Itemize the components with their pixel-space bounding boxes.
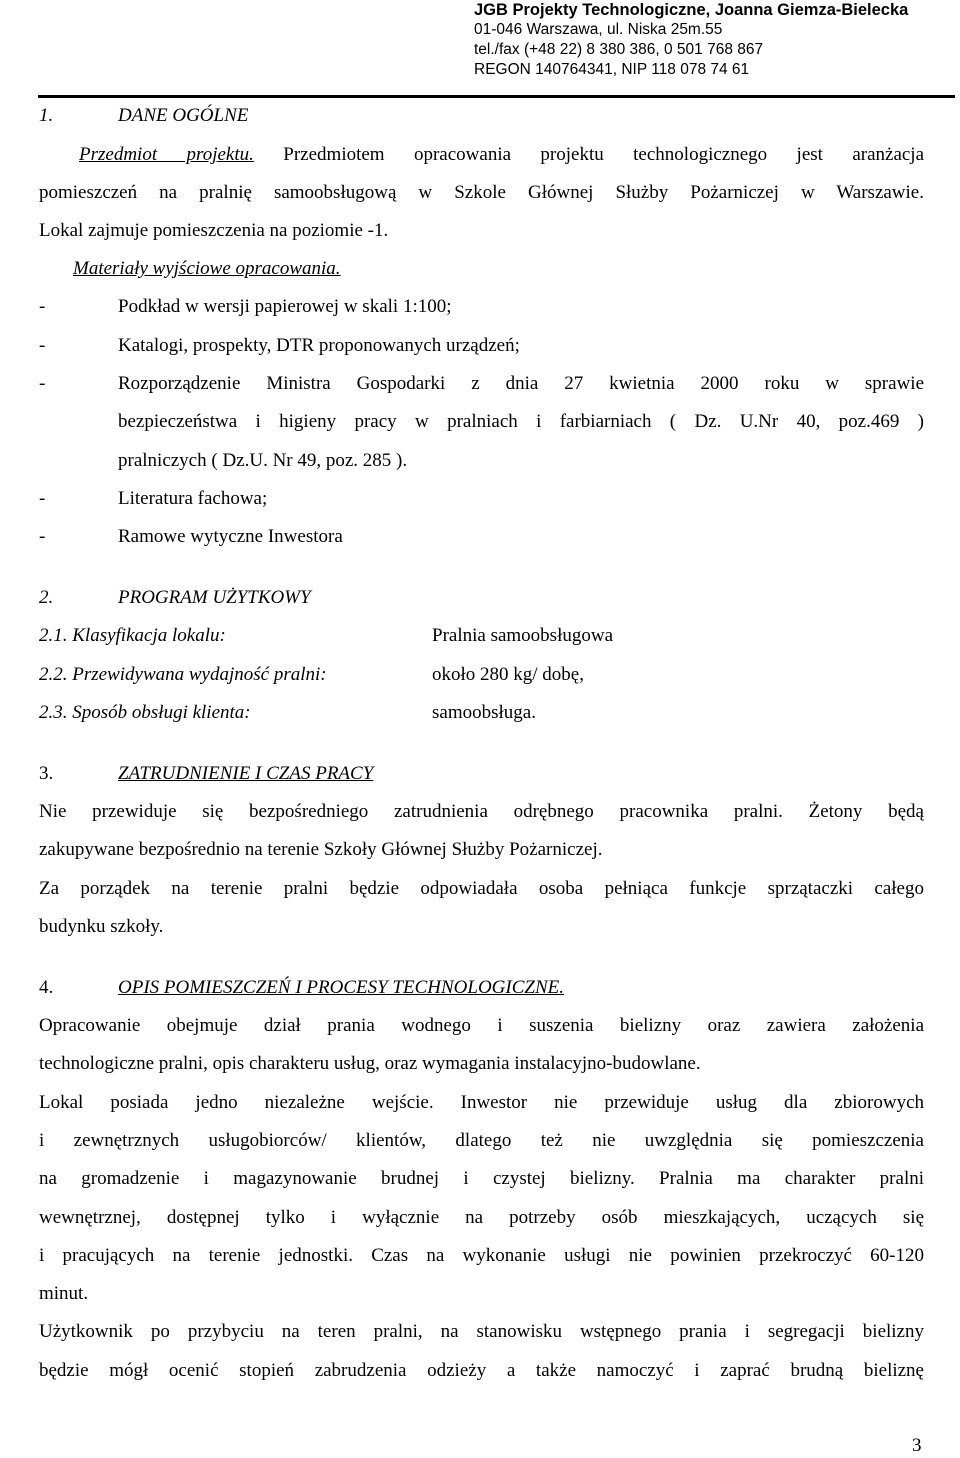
list-item-continuation: bezpieczeństwa i higieny pracy w pralniach i farbiarniach ( Dz. U.Nr 40, poz.469 ): [118, 411, 924, 432]
section-title: ZATRUDNIENIE I CZAS PRACY: [118, 763, 374, 784]
paragraph-line: Opracowanie obejmuje dział prania wodnego i suszenia bielizny oraz zawiera założenia: [39, 1015, 924, 1036]
company-regon: REGON 140764341, NIP 118 078 74 61: [474, 61, 750, 78]
bullet-dash: -: [39, 373, 46, 394]
paragraph-line: Za porządek na terenie pralni będzie odpowiadała osoba pełniąca funkcje sprzątaczki całego: [39, 878, 924, 899]
company-address: 01-046 Warszawa, ul. Niska 25m.55: [474, 21, 723, 38]
paragraph-line: Nie przewiduje się bezpośredniego zatrudnienia odrębnego pracownika pralni. Żetony będą: [39, 801, 924, 822]
program-row-value: Pralnia samoobsługowa: [432, 625, 614, 646]
bullet-dash: -: [39, 335, 46, 356]
paragraph-line: technologiczne pralni, opis charakteru usług, oraz wymagania instalacyjno-budowlane.: [39, 1053, 701, 1074]
subject-text: Przedmiotem opracowania projektu technologicznego jest aranżacja: [283, 144, 925, 165]
program-row-label: 2.2. Przewidywana wydajność pralni:: [39, 664, 327, 685]
section-number: 1.: [39, 105, 54, 126]
page-number: 3: [912, 1435, 922, 1456]
company-name: JGB Projekty Technologiczne, Joanna Giemza-Bielecka: [474, 1, 909, 19]
paragraph-line: Lokal posiada jedno niezależne wejście. Inwestor nie przewiduje usług dla zbiorowych: [39, 1092, 924, 1113]
section-number: 4.: [39, 977, 54, 998]
paragraph-line: Użytkownik po przybyciu na teren pralni, na stanowisku wstępnego prania i segregacji bielizny: [39, 1321, 924, 1342]
list-item-text: Literatura fachowa;: [118, 488, 268, 509]
bullet-dash: -: [39, 488, 46, 509]
section-title: OPIS POMIESZCZEŃ I PROCESY TECHNOLOGICZNE.: [118, 977, 564, 998]
paragraph-line: wewnętrznej, dostępnej tylko i wyłącznie na potrzeby osób mieszkających, uczących się: [39, 1207, 924, 1228]
list-item-text: Ramowe wytyczne Inwestora: [118, 526, 343, 547]
paragraph-line: na gromadzenie i magazynowanie brudnej i czystej bielizny. Pralnia ma charakter pralni: [39, 1168, 924, 1189]
header-divider: [38, 95, 955, 98]
section-number: 3.: [39, 763, 54, 784]
subject-paragraph-line-2: pomieszczeń na pralnię samoobsługową w Szkole Głównej Służby Pożarniczej w Warszawie.: [39, 182, 924, 203]
section-number: 2.: [39, 587, 54, 608]
bullet-dash: -: [39, 526, 46, 547]
bullet-dash: -: [39, 296, 46, 317]
list-item-text: Rozporządzenie Ministra Gospodarki z dnia 27 kwietnia 2000 roku w sprawie: [118, 373, 924, 394]
list-item-text: Podkład w wersji papierowej w skali 1:100;: [118, 296, 452, 317]
subject-paragraph-line-1: [79, 143, 924, 167]
section-title: DANE OGÓLNE: [118, 105, 249, 126]
program-row-value: samoobsługa.: [432, 702, 536, 723]
subject-label: Przedmiot projektu.: [79, 144, 254, 165]
paragraph-line: zakupywane bezpośrednio na terenie Szkoły Głównej Służby Pożarniczej.: [39, 839, 603, 860]
paragraph-line: i pracujących na terenie jednostki. Czas na wykonanie usługi nie powinien przekroczyć 60-120: [39, 1245, 924, 1266]
program-row-value: około 280 kg/ dobę,: [432, 664, 584, 685]
company-phone: tel./fax (+48 22) 8 380 386, 0 501 768 867: [474, 41, 764, 58]
paragraph-line: i zewnętrznych usługobiorców/ klientów, dlatego też nie uwzględnia się pomieszczenia: [39, 1130, 924, 1151]
program-row-label: 2.1. Klasyfikacja lokalu:: [39, 625, 226, 646]
list-item-text: Katalogi, prospekty, DTR proponowanych urządzeń;: [118, 335, 520, 356]
section-title: PROGRAM UŻYTKOWY: [118, 587, 311, 608]
paragraph-line: minut.: [39, 1283, 89, 1304]
subject-paragraph-line-3: Lokal zajmuje pomieszczenia na poziomie -1.: [39, 220, 389, 241]
materials-label: Materiały wyjściowe opracowania.: [73, 258, 341, 279]
program-row-label: 2.3. Sposób obsługi klienta:: [39, 702, 251, 723]
paragraph-line: będzie mógł ocenić stopień zabrudzenia odzieży a także namoczyć i zaprać brudną bieliznę: [39, 1360, 924, 1381]
list-item-continuation: pralniczych ( Dz.U. Nr 49, poz. 285 ).: [118, 450, 408, 471]
letterhead: [474, 0, 954, 80]
paragraph-line: budynku szkoły.: [39, 916, 164, 937]
